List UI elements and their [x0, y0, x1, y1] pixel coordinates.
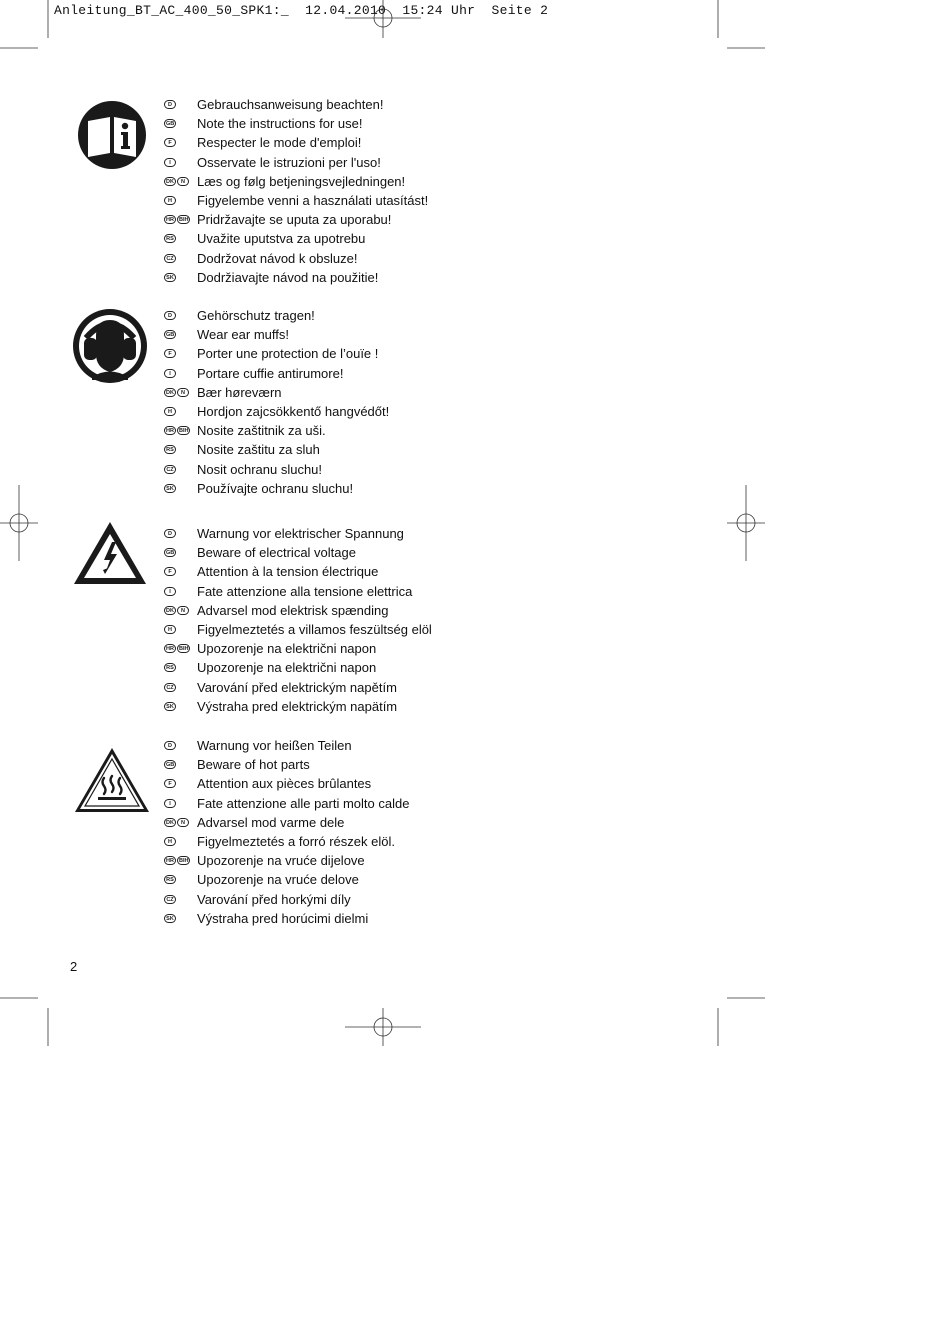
instruction-text: Læs og følg betjeningsvejledningen!: [197, 173, 406, 189]
language-badge: F: [164, 567, 176, 576]
read-manual-icon: [76, 99, 148, 171]
language-badge: N: [177, 388, 189, 397]
language-badge: CZ: [164, 465, 176, 474]
instruction-line: [164, 191, 428, 210]
instruction-text: Upozorenje na vruće dijelove: [197, 853, 365, 869]
language-badge: BIH: [179, 646, 189, 653]
instruction-text: Figyelmeztetés a forró részek elöl.: [197, 834, 395, 850]
language-badge: D: [164, 311, 176, 320]
instruction-text: Figyelembe venni a használati utasítást!: [197, 193, 429, 209]
language-code: [164, 349, 197, 358]
instruction-text: Attention à la tension électrique: [197, 564, 379, 580]
instruction-list: [164, 524, 432, 716]
language-code: [164, 330, 197, 339]
instruction-text: Varování před horkými díly: [197, 891, 351, 907]
instruction-line: [164, 210, 428, 229]
language-code: [164, 779, 197, 788]
language-badge: BIH: [179, 217, 189, 224]
instruction-line: [164, 153, 428, 172]
language-badge: RS: [164, 875, 176, 884]
instruction-text: Figyelmeztetés a villamos feszültség elöl: [197, 622, 432, 638]
instruction-line: [164, 562, 432, 581]
header-time: 15:24: [402, 3, 443, 18]
instruction-text: Nosite zaštitu za sluh: [197, 442, 320, 458]
instruction-line: [164, 421, 389, 440]
instruction-line: [164, 133, 428, 152]
instruction-text: Výstraha pred horúcimi dielmi: [197, 910, 369, 926]
instruction-text: Note the instructions for use!: [197, 116, 363, 132]
instruction-text: Varování před elektrickým napětím: [197, 679, 397, 695]
language-code: [164, 100, 197, 109]
instruction-line: [164, 794, 409, 813]
language-code: [164, 158, 197, 167]
language-code: [164, 587, 197, 596]
instruction-list: [164, 95, 428, 287]
language-badge: I: [164, 369, 176, 378]
instruction-line: [164, 832, 409, 851]
language-badge: CZ: [164, 895, 176, 904]
instruction-text: Advarsel mod elektrisk spænding: [197, 602, 389, 618]
language-code: [164, 702, 197, 711]
instruction-text: Advarsel mod varme dele: [197, 814, 345, 830]
instruction-text: Osservate le istruzioni per l'uso!: [197, 154, 381, 170]
language-badge: D: [164, 100, 176, 109]
language-badge: SK: [164, 914, 176, 923]
instruction-line: [164, 697, 432, 716]
language-badge: GB: [166, 550, 175, 557]
instruction-line: [164, 460, 389, 479]
language-badge: F: [164, 779, 176, 788]
language-badge: GB: [166, 121, 175, 128]
print-header: [54, 3, 548, 18]
language-badge: F: [164, 138, 176, 147]
instruction-line: [164, 736, 409, 755]
header-file: Anleitung_BT_AC_400_50_SPK1:_: [54, 3, 289, 18]
instruction-line: [164, 172, 428, 191]
language-badge: DK: [164, 818, 176, 827]
language-badge: SK: [164, 484, 176, 493]
language-code: [164, 683, 197, 692]
language-code: [164, 215, 197, 224]
language-badge: BIH: [179, 858, 189, 865]
language-badge: I: [164, 799, 176, 808]
language-code: [164, 426, 197, 435]
language-badge: RS: [164, 234, 176, 243]
instruction-text: Wear ear muffs!: [197, 327, 289, 343]
language-code: [164, 567, 197, 576]
language-code: [164, 837, 197, 846]
instruction-line: [164, 870, 409, 889]
language-code: [164, 914, 197, 923]
instruction-text: Nosite zaštitnik za uši.: [197, 423, 326, 439]
instruction-text: Attention aux pièces brûlantes: [197, 776, 372, 792]
instruction-text: Beware of hot parts: [197, 757, 310, 773]
language-code: [164, 177, 197, 186]
instruction-text: Dodržovat návod k obsluze!: [197, 250, 358, 266]
language-code: [164, 311, 197, 320]
language-code: [164, 760, 197, 769]
instruction-text: Warnung vor heißen Teilen: [197, 738, 352, 754]
instruction-line: [164, 95, 428, 114]
language-badge: CZ: [164, 254, 176, 263]
language-code: [164, 644, 197, 653]
language-badge: DK: [164, 606, 176, 615]
instruction-list: [164, 306, 389, 498]
instruction-text: Hordjon zajcsökkentő hangvédőt!: [197, 404, 390, 420]
language-badge: GB: [166, 762, 175, 769]
language-badge: HR: [164, 215, 176, 224]
instruction-line: [164, 229, 428, 248]
instruction-text: Nosit ochranu sluchu!: [197, 461, 323, 477]
language-badge: HR: [164, 644, 176, 653]
instruction-text: Uvažite uputstva za upotrebu: [197, 231, 366, 247]
language-code: [164, 369, 197, 378]
instruction-line: [164, 601, 432, 620]
language-badge: DK: [164, 177, 176, 186]
instruction-line: [164, 890, 409, 909]
instruction-line: [164, 402, 389, 421]
language-code: [164, 196, 197, 205]
instruction-line: [164, 440, 389, 459]
language-badge: DK: [164, 388, 176, 397]
language-badge: SK: [164, 273, 176, 282]
language-code: [164, 741, 197, 750]
language-badge: RS: [164, 663, 176, 672]
language-badge: D: [164, 529, 176, 538]
instruction-text: Upozorenje na vruće delove: [197, 872, 359, 888]
instruction-line: [164, 249, 428, 268]
instruction-text: Porter une protection de l’ouïe !: [197, 346, 379, 362]
language-code: [164, 138, 197, 147]
instruction-text: Beware of electrical voltage: [197, 545, 356, 561]
page-number: 2: [70, 959, 78, 974]
language-code: [164, 663, 197, 672]
language-code: [164, 625, 197, 634]
instruction-text: Gebrauchsanweisung beachten!: [197, 97, 384, 113]
language-badge: RS: [164, 445, 176, 454]
language-code: [164, 529, 197, 538]
electrical-voltage-warning-icon: [72, 520, 148, 586]
instruction-text: Upozorenje na električni napon: [197, 660, 377, 676]
instruction-text: Upozorenje na električni napon: [197, 641, 377, 657]
language-badge: I: [164, 158, 176, 167]
language-code: [164, 875, 197, 884]
instruction-line: [164, 114, 428, 133]
language-code: [164, 234, 197, 243]
language-badge: HR: [164, 856, 176, 865]
instruction-text: Fate attenzione alla tensione elettrica: [197, 583, 413, 599]
language-badge: D: [164, 741, 176, 750]
ear-protection-icon: [72, 308, 148, 384]
language-badge: H: [164, 407, 176, 416]
instruction-line: [164, 639, 432, 658]
language-badge: N: [177, 177, 189, 186]
instruction-line: [164, 774, 409, 793]
language-code: [164, 273, 197, 282]
instruction-text: Dodržiavajte návod na použitie!: [197, 269, 379, 285]
language-code: [164, 407, 197, 416]
language-badge: H: [164, 837, 176, 846]
language-code: [164, 606, 197, 615]
instruction-line: [164, 344, 389, 363]
instruction-text: Respecter le mode d'emploi!: [197, 135, 362, 151]
language-badge: SK: [164, 702, 176, 711]
instruction-line: [164, 658, 432, 677]
language-badge: I: [164, 587, 176, 596]
instruction-line: [164, 678, 432, 697]
instruction-line: [164, 909, 409, 928]
instruction-line: [164, 325, 389, 344]
language-badge: F: [164, 349, 176, 358]
instruction-text: Výstraha pred elektrickým napätím: [197, 698, 398, 714]
language-code: [164, 254, 197, 263]
language-code: [164, 799, 197, 808]
language-code: [164, 856, 197, 865]
instruction-text: Gehörschutz tragen!: [197, 308, 315, 324]
header-time-unit: Uhr: [450, 3, 476, 18]
language-code: [164, 484, 197, 493]
instruction-line: [164, 524, 432, 543]
instruction-list: [164, 736, 409, 928]
instruction-line: [164, 620, 432, 639]
hot-surface-warning-icon: [73, 746, 151, 814]
instruction-line: [164, 851, 409, 870]
language-badge: GB: [166, 332, 175, 339]
language-code: [164, 388, 197, 397]
instruction-line: [164, 755, 409, 774]
language-badge: N: [177, 818, 189, 827]
instruction-line: [164, 268, 428, 287]
language-badge: HR: [164, 426, 176, 435]
instruction-text: Používajte ochranu sluchu!: [197, 480, 354, 496]
language-badge: BIH: [179, 428, 189, 435]
language-code: [164, 445, 197, 454]
instruction-line: [164, 479, 389, 498]
language-code: [164, 818, 197, 827]
header-date: 12.04.2010: [305, 3, 387, 18]
language-badge: CZ: [164, 683, 176, 692]
instruction-text: Bær høreværn: [197, 384, 282, 400]
instruction-line: [164, 543, 432, 562]
language-badge: H: [164, 625, 176, 634]
instruction-text: Warnung vor elektrischer Spannung: [197, 526, 404, 542]
instruction-text: Fate attenzione alle parti molto calde: [197, 795, 410, 811]
instruction-line: [164, 306, 389, 325]
language-badge: H: [164, 196, 176, 205]
instruction-text: Portare cuffie antirumore!: [197, 365, 344, 381]
language-code: [164, 895, 197, 904]
language-badge: N: [177, 606, 189, 615]
header-page-label: Seite 2: [491, 3, 549, 18]
instruction-line: [164, 364, 389, 383]
instruction-line: [164, 813, 409, 832]
language-code: [164, 119, 197, 128]
language-code: [164, 548, 197, 557]
instruction-line: [164, 582, 432, 601]
instruction-line: [164, 383, 389, 402]
instruction-text: Pridržavajte se uputa za uporabu!: [197, 212, 392, 228]
language-code: [164, 465, 197, 474]
